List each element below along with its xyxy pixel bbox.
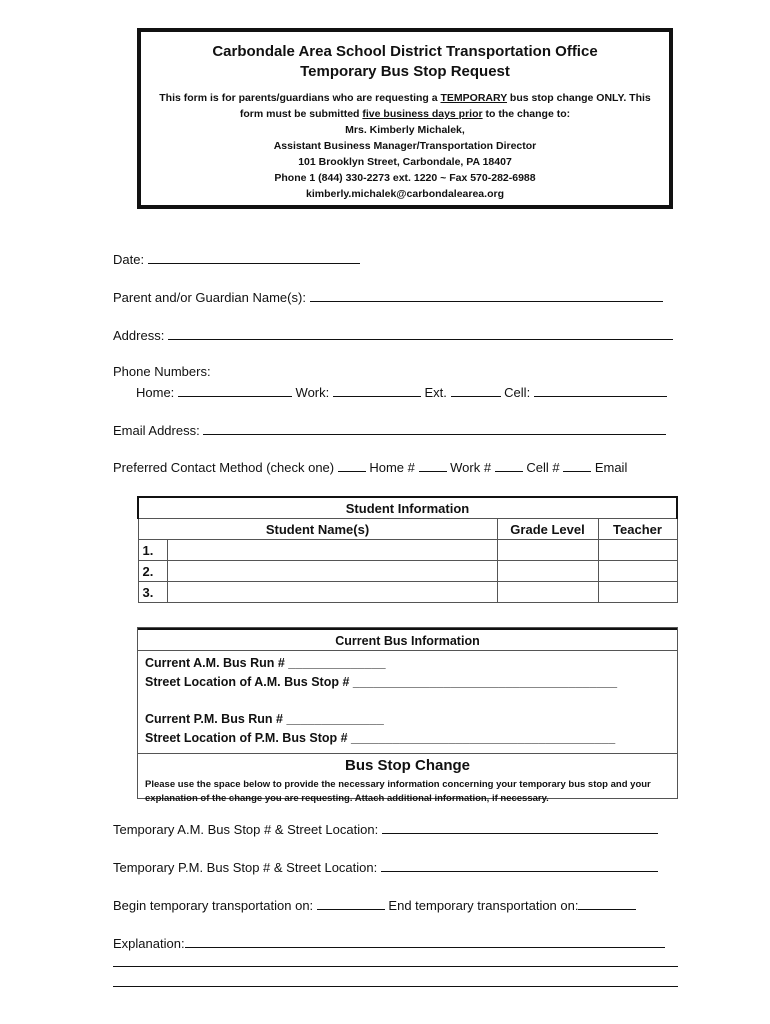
office-title: Carbondale Area School District Transportation Office [212, 43, 598, 60]
pref-work-label: Work # [450, 460, 492, 475]
teacher-cell[interactable] [598, 540, 677, 561]
email-row [113, 421, 666, 438]
pref-cell-label: Cell # [526, 460, 560, 475]
end-date-label: End temporary transportation on: [388, 898, 579, 913]
preferred-label: Preferred Contact Method (check one) [113, 460, 335, 475]
student-name-cell[interactable] [167, 540, 497, 561]
cell-label: Cell: [504, 385, 531, 400]
pref-work-check[interactable] [419, 458, 447, 472]
contact-address: 101 Brooklyn Street, Carbondale, PA 18407 [298, 156, 512, 168]
contact-phone: Phone 1 (844) 330-2273 ext. 1220 ~ Fax 570-282-6988 [274, 172, 536, 184]
guardian-field[interactable] [310, 288, 663, 302]
ext-field[interactable] [451, 383, 501, 397]
intro-text-c: to the change to: [482, 108, 571, 120]
table-row [138, 540, 677, 561]
address-row [113, 326, 673, 343]
date-row [113, 250, 360, 267]
bus-info-title: Current Bus Information [138, 628, 677, 651]
student-table-title: Student Information [138, 497, 677, 519]
begin-date-label: Begin temporary transportation on: [113, 898, 314, 913]
temp-pm-row [113, 858, 658, 875]
am-bus-run[interactable]: Current A.M. Bus Run # ______________ [145, 656, 386, 670]
address-label: Address: [113, 328, 165, 343]
phone-numbers-label: Phone Numbers: [113, 364, 211, 379]
email-label: Email Address: [113, 423, 200, 438]
bus-stop-change-section [138, 753, 677, 806]
col-student-name: Student Name(s) [138, 519, 497, 540]
home-phone-field[interactable] [178, 383, 292, 397]
am-bus-stop-location[interactable]: Street Location of A.M. Bus Stop # ______________________________________ [145, 675, 618, 689]
col-teacher: Teacher [598, 519, 677, 540]
guardian-label: Parent and/or Guardian Name(s): [113, 290, 306, 305]
current-bus-information-box [137, 627, 678, 804]
temp-am-row [113, 820, 658, 837]
ext-label: Ext. [424, 385, 447, 400]
email-field[interactable] [203, 421, 666, 435]
preferred-contact-row [113, 458, 627, 475]
phone-row [136, 383, 667, 400]
student-information-table [137, 496, 678, 603]
form-title: Temporary Bus Stop Request [300, 63, 510, 80]
contact-email: kimberly.michalek@carbondalearea.org [306, 188, 504, 200]
pref-home-label: Home # [369, 460, 415, 475]
begin-date-field[interactable] [317, 896, 385, 910]
grade-level-cell[interactable] [497, 540, 598, 561]
teacher-cell[interactable] [598, 561, 677, 582]
explanation-row [113, 934, 665, 951]
row-number: 2. [138, 561, 167, 582]
col-grade-level: Grade Level [497, 519, 598, 540]
explanation-label: Explanation: [113, 936, 185, 951]
student-name-cell[interactable] [167, 561, 497, 582]
intro-text-a: This form is for parents/guardians who are requesting a [159, 92, 441, 104]
work-phone-field[interactable] [333, 383, 421, 397]
temp-am-field[interactable] [382, 820, 658, 834]
intro-temporary: TEMPORARY [440, 92, 508, 104]
intro-text-b: bus stop change ONLY. This form must be submitted [239, 92, 651, 120]
work-label: Work: [295, 385, 330, 400]
date-field[interactable] [148, 250, 360, 264]
form-header-box [137, 28, 673, 209]
table-row [138, 582, 677, 603]
table-row [138, 561, 677, 582]
date-label: Date: [113, 252, 145, 267]
intro-five-days: five business days prior [362, 108, 483, 120]
temp-am-label: Temporary A.M. Bus Stop # & Street Location: [113, 822, 379, 837]
explanation-field[interactable] [185, 934, 665, 948]
home-label: Home: [136, 385, 175, 400]
form-instructions [141, 90, 669, 202]
pm-bus-stop-location[interactable]: Street Location of P.M. Bus Stop # ______________________________________ [145, 731, 616, 745]
temp-pm-field[interactable] [381, 858, 658, 872]
pref-email-label: Email [594, 460, 628, 475]
explanation-line-3[interactable] [113, 986, 678, 987]
row-number: 3. [138, 582, 167, 603]
address-field[interactable] [168, 326, 673, 340]
row-number: 1. [138, 540, 167, 561]
end-date-field[interactable] [578, 896, 636, 910]
bus-stop-change-title: Bus Stop Change [344, 757, 470, 774]
temp-pm-label: Temporary P.M. Bus Stop # & Street Location: [113, 860, 378, 875]
pref-email-check[interactable] [563, 458, 591, 472]
guardian-row [113, 288, 663, 305]
explanation-line-2[interactable] [113, 966, 678, 967]
contact-name: Mrs. Kimberly Michalek, [345, 124, 465, 136]
grade-level-cell[interactable] [497, 582, 598, 603]
student-table-title-row [138, 497, 677, 519]
student-table-header-row [138, 519, 677, 540]
student-name-cell[interactable] [167, 582, 497, 603]
pm-bus-run[interactable]: Current P.M. Bus Run # ______________ [145, 712, 384, 726]
teacher-cell[interactable] [598, 582, 677, 603]
cell-phone-field[interactable] [534, 383, 667, 397]
contact-role: Assistant Business Manager/Transportation Director [273, 140, 537, 152]
grade-level-cell[interactable] [497, 561, 598, 582]
pref-cell-check[interactable] [495, 458, 523, 472]
dates-row [113, 896, 636, 913]
pref-home-check[interactable] [338, 458, 366, 472]
bus-stop-change-instructions: Please use the space below to provide the necessary information concerning your temporary bus stop and your explanation of the change you are requesting. Attach additional information, if necessary. [145, 779, 651, 804]
